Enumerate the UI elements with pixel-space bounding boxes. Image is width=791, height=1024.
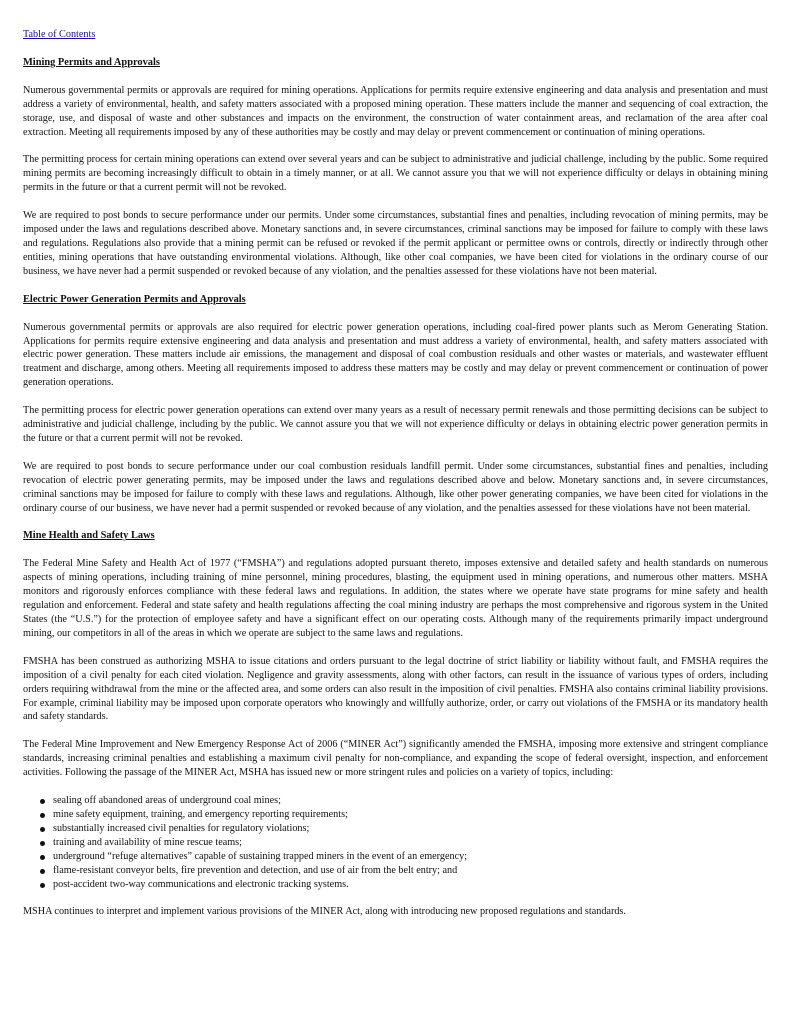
topics-bullet-list	[23, 794, 768, 891]
paragraph: FMSHA has been construed as authorizing MSHA to issue citations and orders pursuant to the legal doctrine of strict liability or liability without fault, and FMSHA requires the imposition of a civil penalty for each cited violation. Negligence and gravity assessments, along with other factors, can result in the issuance of various types of orders, including orders requiring withdrawal from the mine or the affected area, and some orders can also result in the imposition of civil penalties. FMSHA also contains criminal liability provisions. For example, criminal liability may be imposed upon corporate operators who knowingly and willfully authorize, order, or carry out violations of the FMSHA or its mandatory health and safety standards.	[23, 655, 768, 723]
bullet-icon	[40, 813, 45, 818]
list-item: sealing off abandoned areas of underground coal mines;	[40, 794, 768, 808]
paragraph: The permitting process for certain mining operations can extend over several years and can be subject to administrative and judicial challenge, including by the public. Some required mining permits are becoming increasingly difficult to obtain in a timely manner, or at all. We cannot assure you that we will not experience difficulty or delays in obtaining mining permits in the future or that a current permit will not be revoked.	[23, 154, 768, 194]
list-item: substantially increased civil penalties for regulatory violations;	[40, 822, 768, 836]
bullet-icon	[40, 869, 45, 874]
paragraph: The Federal Mine Improvement and New Emergency Response Act of 2006 (“MINER Act”) significantly amended the FMSHA, imposing more extensive and stringent compliance standards, increasing criminal penalties and establishing a maximum civil penalty for non-compliance, and expanding the scope of federal oversight, inspection, and enforcement activities. Following the passage of the MINER Act, MSHA has issued new or more stringent rules and policies on a variety of topics, including:	[23, 739, 768, 779]
bullet-icon	[40, 827, 45, 832]
table-of-contents-link[interactable]: Table of Contents	[23, 29, 96, 40]
list-item: underground “refuge alternatives” capable of sustaining trapped miners in the event of an emergency;	[40, 850, 768, 864]
paragraph: The permitting process for electric power generation operations can extend over many years as a result of necessary permit renewals and those permitting decisions can be subject to administrative and judicial challenge, including by the public. We cannot assure you that we will not experience difficulty or delays in obtaining electric power generation permits in the future or that a current permit will not be revoked.	[23, 405, 768, 444]
bullet-icon	[40, 883, 45, 888]
list-item: mine safety equipment, training, and emergency reporting requirements;	[40, 808, 768, 822]
bullet-icon	[40, 855, 45, 860]
list-item: training and availability of mine rescue teams;	[40, 836, 768, 850]
section-heading-mine-health: Mine Health and Safety Laws	[23, 530, 155, 542]
bullet-icon	[40, 841, 45, 846]
paragraph: We are required to post bonds to secure performance under our coal combustion residuals landfill permit. Under some circumstances, substantial fines and penalties, including revocation of electric power generating permits, may be imposed under the laws and regulations described above and below. Monetary sanctions and, in severe circumstances, criminal sanctions may be imposed for failure to comply with these laws and regulations. Although, like other power generating companies, we have been cited for violations in the ordinary course of our business, we have never had a permit suspended or revoked because of any violation, and the penalties assessed for these violations have not been material.	[23, 460, 768, 514]
document-page	[23, 28, 768, 933]
list-item: flame-resistant conveyor belts, fire prevention and detection, and use of air from the belt entry; and	[40, 864, 768, 878]
paragraph: Numerous governmental permits or approvals are required for mining operations. Applications for permits require extensive engineering and data analysis and presentation and must address a variety of environmental, health, and safety matters associated with a proposed mining operation. These matters include the manner and sequencing of coal extraction, the storage, use, and disposal of waste and other substances and impacts on the environment, the construction of water containment areas, and reclamation of the area after coal extraction. Meeting all requirements imposed by any of these authorities may be costly and may delay or prevent commencement or continuation of mining operations.	[23, 84, 768, 138]
bullet-icon	[40, 799, 45, 804]
paragraph: Numerous governmental permits or approvals are also required for electric power generation operations, including coal-fired power plants such as Merom Generating Station. Applications for permits require extensive engineering and data analysis and presentation and must address a variety of environmental, health, and safety matters associated with electric power generation. These matters include air emissions, the management and disposal of coal combustion residuals and other wastes or materials, and wastewater effluent treatment and discharge, among others. Meeting all requirements imposed to address these matters may be costly and may delay or prevent commencement or continuation of power generation operations.	[23, 321, 768, 389]
section-heading-electric-permits: Electric Power Generation Permits and Approvals	[23, 293, 246, 305]
closing-paragraph: MSHA continues to interpret and implement various provisions of the MINER Act, along with introducing new proposed regulations and standards.	[23, 906, 626, 918]
section-heading-mining-permits: Mining Permits and Approvals	[23, 56, 160, 68]
paragraph: We are required to post bonds to secure performance under our permits. Under some circumstances, substantial fines and penalties, including revocation of mining permits, may be imposed under the laws and regulations described above. Monetary sanctions and, in severe circumstances, criminal sanctions may be imposed for failure to comply with these laws and regulations. Regulations also provide that a mining permit can be refused or revoked if the permit applicant or permittee owns or controls, directly or indirectly through other entities, mining operations that have outstanding environmental violations. Although, like other coal companies, we have been cited for violations in the ordinary course of our business, we have never had a permit suspended or revoked because of any violation, and the penalties assessed for these violations have not been material.	[23, 210, 768, 277]
list-item: post-accident two-way communications and electronic tracking systems.	[40, 878, 768, 892]
paragraph: The Federal Mine Safety and Health Act of 1977 (“FMSHA”) and regulations adopted pursuant thereto, imposes extensive and detailed safety and health standards on numerous aspects of mining operations, including training of mine personnel, mining procedures, blasting, the equipment used in mining operations, and numerous other matters. MSHA monitors and rigorously enforces compliance with these federal laws and regulations. In addition, the states where we operate have state programs for mine safety and health regulation and enforcement. Federal and state safety and health regulations affecting the coal mining industry are perhaps the most comprehensive and rigorous system in the United States (the “U.S.”) for the protection of employee safety and have a significant effect on our operating costs. Although many of the requirements primarily impact underground mining, our competitors in all of the areas in which we operate are subject to the same laws and regulations.	[23, 558, 768, 639]
